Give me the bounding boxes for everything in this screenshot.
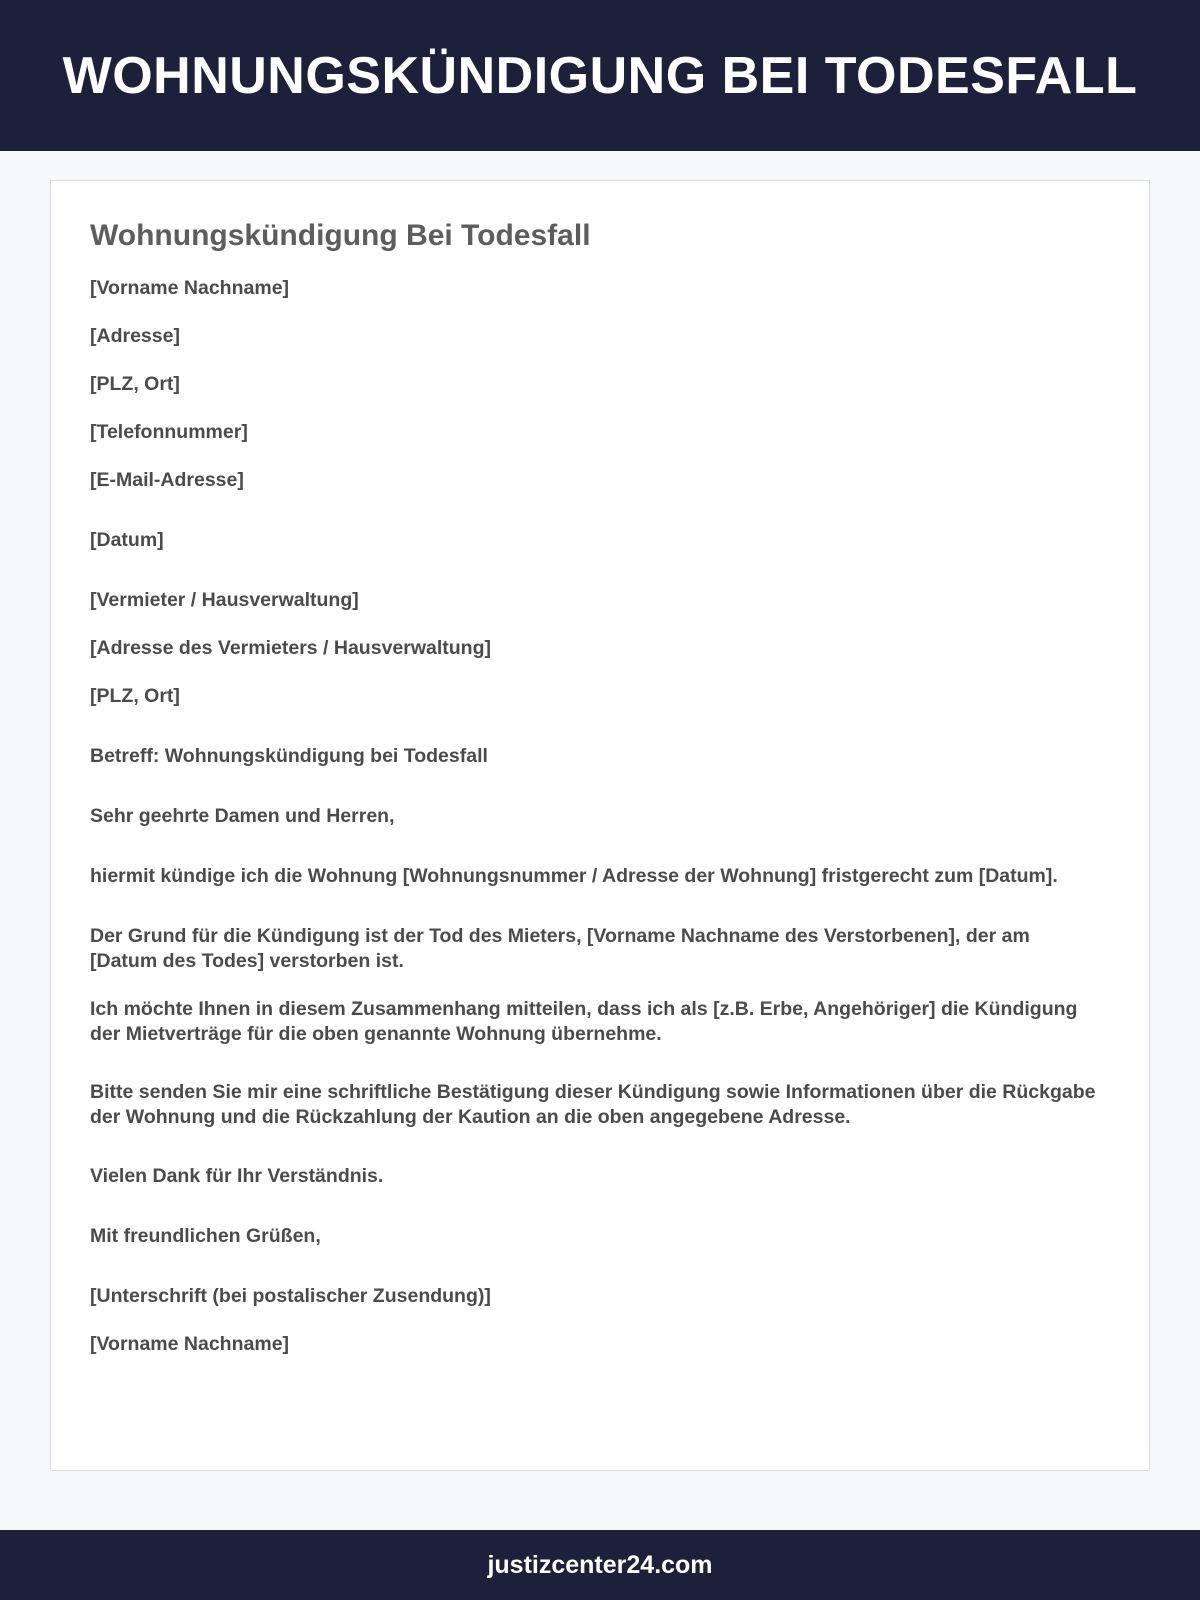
sender-address: [Adresse] — [90, 325, 180, 347]
body-paragraph: Ich möchte Ihnen in diesem Zusammenhang mitteilen, dass ich als [z.B. Erbe, Angehöriger] die Kündigung der Mietverträge für die oben genannte Wohnung übernehme. — [90, 998, 1078, 1045]
sender-email: [E-Mail-Adresse] — [90, 469, 244, 491]
page-header — [0, 0, 1200, 151]
letter-closing: Mit freundlichen Grüßen, — [90, 1225, 321, 1247]
footer-site-link[interactable]: justizcenter24.com — [487, 1550, 713, 1579]
body-paragraph: Bitte senden Sie mir eine schriftliche Bestätigung dieser Kündigung sowie Informationen über die Rückgabe der Wohnung und die Rückzahlung der Kaution an die oben angegebene Adresse. — [90, 1081, 1096, 1128]
letter-card — [50, 180, 1150, 1471]
recipient-name: [Vermieter / Hausverwaltung] — [90, 589, 359, 611]
body-paragraph: hiermit kündige ich die Wohnung [Wohnungsnummer / Adresse der Wohnung] fristgerecht zum [Datum]. — [90, 865, 1058, 887]
document-title: Wohnungskündigung Bei Todesfall — [90, 219, 591, 252]
signature-placeholder: [Unterschrift (bei postalischer Zusendung)] — [90, 1285, 491, 1307]
page-title: WOHNUNGSKÜNDIGUNG BEI TODESFALL — [62, 46, 1138, 105]
body-paragraph: Der Grund für die Kündigung ist der Tod des Mieters, [Vorname Nachname des Verstorbenen], der am [Datum des Todes] verstorben ist. — [90, 925, 1030, 972]
recipient-city: [PLZ, Ort] — [90, 685, 180, 707]
page-footer — [0, 1530, 1200, 1600]
recipient-address: [Adresse des Vermieters / Hausverwaltung] — [90, 637, 491, 659]
letter-date: [Datum] — [90, 529, 164, 551]
body-paragraph: Vielen Dank für Ihr Verständnis. — [90, 1165, 384, 1187]
signature-name: [Vorname Nachname] — [90, 1333, 290, 1355]
letter-salutation: Sehr geehrte Damen und Herren, — [90, 805, 395, 827]
letter-subject: Betreff: Wohnungskündigung bei Todesfall — [90, 745, 488, 767]
sender-phone: [Telefonnummer] — [90, 421, 248, 443]
sender-city: [PLZ, Ort] — [90, 373, 180, 395]
sender-name: [Vorname Nachname] — [90, 277, 290, 299]
